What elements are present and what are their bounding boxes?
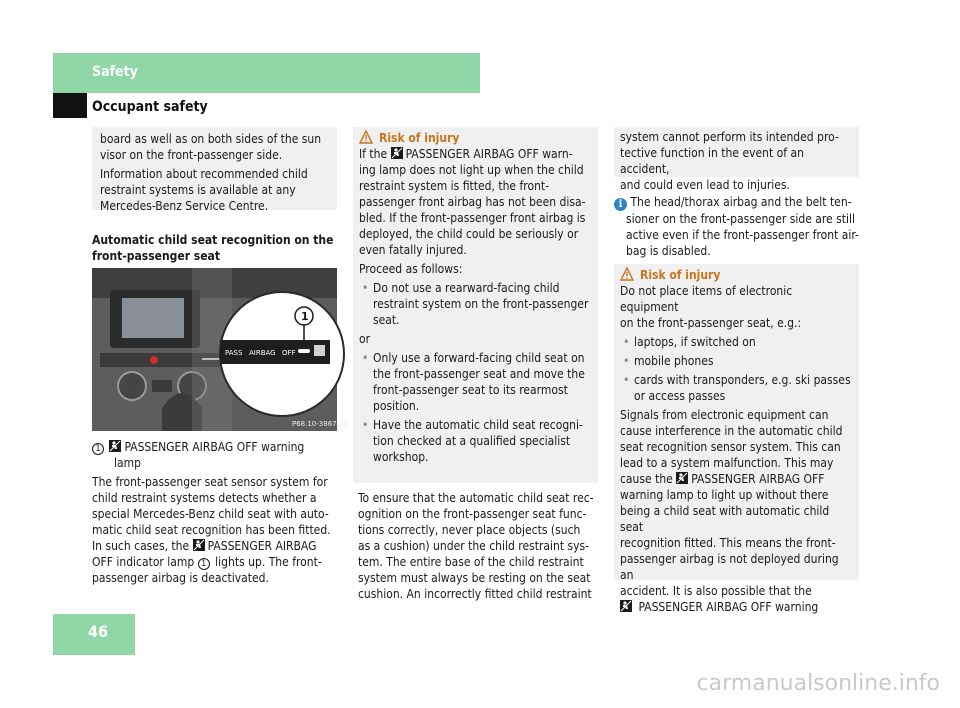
text-line: bag is disabled. [626,244,711,258]
text-line: • mobile phones [634,354,714,368]
text-line: ognition on the front-passenger seat func- [358,507,587,521]
warning-title: Risk of injury [640,268,721,282]
info-icon: i [614,198,627,211]
photo-reference: P68.10-3867-31 [292,420,349,428]
closing-paragraph [358,490,603,602]
airbag-off-icon [676,472,688,484]
text-line: cause interference in the automatic child [620,424,843,438]
dashboard-illustration [92,268,349,431]
text-line: • Do not use a rearward-facing child [373,281,560,295]
text-line: passenger airbag is deactivated. [92,571,269,585]
text-line: the front-passenger seat and move the [373,367,585,381]
text-line: system must always be resting on the seat [358,571,591,585]
text-line: restraint system is fitted, the front- [359,179,550,193]
text-line: warning lamp to light up without there [620,488,829,502]
intro-box [92,127,337,213]
text-line: Mercedes-Benz Service Centre. [100,199,269,213]
text-line: recognition fitted. This means the front- [620,536,836,550]
list-item [620,372,853,404]
text-line [92,554,342,570]
text-line: or [359,332,371,346]
text-line: • Only use a forward-facing child seat on [373,351,585,365]
text-line: even fatally injured. [359,243,467,257]
text-run: If the [359,147,388,161]
caption-text: PASSENGER AIRBAG OFF warning [124,440,305,454]
text-line: workshop. [373,450,429,464]
text-run: OFF indicator lamp [92,555,195,569]
text-line: tion checked at a qualified specialist [373,434,571,448]
section-title: Safety [92,64,138,80]
text-line: seat. [373,313,400,327]
warning-box-electronics [614,264,859,614]
text-line: matic child seat recognition has been fitted. [92,523,331,537]
text-line: tective function in the event of an accident, [620,146,804,176]
text-line: cushion. An incorrectly fitted child restraint [358,587,592,601]
text-line: tem. The entire base of the child restraint [358,555,584,569]
caption-line [92,439,342,455]
list-item [359,417,592,465]
text-line: passenger airbag is not deployed during an [620,552,839,582]
text-line: passenger front airbag has not been disa- [359,195,586,209]
text-run: PASSENGER AIRBAG OFF warn- [405,147,573,161]
text-line: restraint systems is available at any [100,183,296,197]
callout-number: 1 [198,558,210,570]
warning-triangle-icon [620,267,634,281]
text-line: special Mercedes-Benz child seat with auto- [92,507,329,521]
text-line [614,194,864,211]
caption-line: lamp [114,456,141,470]
text-line: or access passes [634,389,726,403]
body-paragraph [92,474,342,586]
text-line: visor on the front-passenger side. [100,148,283,162]
text-line: To ensure that the automatic child seat rec- [358,491,594,505]
text-run: lights up. The front- [215,555,322,569]
text-line: active even if the front-passenger front air- [626,228,859,242]
text-line: system cannot perform its intended pro- [620,130,839,144]
text-line: restraint system on the front-passenger [373,297,589,311]
airbag-off-icon [620,600,632,612]
callout-number: 1 [92,443,104,455]
header-marker [53,93,87,118]
page-number: 46 [88,622,109,641]
list-item [359,350,592,414]
text-line: • cards with transponders, e.g. ski passes [634,373,851,387]
text-line [92,538,342,554]
text-line [620,471,853,487]
text-line: Do not place items of electronic equipment [620,284,793,314]
text-line: • Have the automatic child seat recogni- [373,418,583,432]
heading-line: front-passenger seat [92,249,220,263]
airbag-off-icon [193,539,205,551]
text-run: PASSENGER AIRBAG OFF [691,472,825,486]
text-run: The head/thorax airbag and the belt ten- [630,195,852,209]
photo-label-pass: PASS [225,349,243,357]
continued-box [614,127,859,192]
text-line: board as well as on both sides of the sun [100,132,322,146]
text-run: PASSENGER AIRBAG OFF warning [638,600,819,614]
warning-title: Risk of injury [379,131,460,145]
text-line: lead to a system malfunction. This may [620,456,834,470]
watermark: carmanualsonline.info [696,671,940,696]
text-line: child restraint systems detects whether a [92,491,317,505]
text-line: seat recognition sensor system. This can [620,440,841,454]
dashboard-photo [92,268,349,431]
text-run: cause the [620,472,673,486]
text-line: The front-passenger seat sensor system for [92,475,328,489]
list-item [620,334,853,350]
text-line: as a cushion) under the child restraint sys- [358,539,590,553]
text-line: bled. If the front-passenger front airbag is [359,211,586,225]
warning-heading [620,267,853,283]
info-note [614,194,864,259]
list-item [359,280,592,328]
text-line: position. [373,399,420,413]
section-heading [92,232,342,264]
text-line: sioner on the front-passenger side are still [626,212,855,226]
warning-triangle-icon [359,130,373,144]
heading-line: Automatic child seat recognition on the [92,233,334,247]
text-line: and could even lead to injuries. [620,178,790,192]
text-line: deployed, the child could be seriously or [359,227,579,241]
subsection-title: Occupant safety [92,99,208,115]
text-line: accident. It is also possible that the [620,584,812,598]
airbag-off-icon [391,147,403,159]
text-line: front-passenger seat to its rearmost [373,383,568,397]
warning-box-child-seat [353,127,598,483]
text-line: Signals from electronic equipment can [620,408,829,422]
text-line: Proceed as follows: [359,262,463,276]
text-line: ing lamp does not light up when the child [359,163,584,177]
airbag-off-icon [109,440,121,452]
text-line [359,146,592,162]
text-line [620,599,853,615]
text-line: being a child seat with automatic child seat [620,504,830,534]
text-run: In such cases, the [92,539,190,553]
text-run: PASSENGER AIRBAG [207,539,317,553]
photo-callout: 1 [301,310,309,323]
text-line: on the front-passenger seat, e.g.: [620,316,802,330]
warning-heading [359,130,592,146]
photo-label-airbag: AIRBAG [249,349,276,357]
text-line: Information about recommended child [100,167,308,181]
photo-caption [92,439,342,471]
photo-label-off: OFF [282,349,296,357]
text-line: tions correctly, never place objects (such [358,523,581,537]
text-line: • laptops, if switched on [634,335,756,349]
list-item [620,353,853,369]
